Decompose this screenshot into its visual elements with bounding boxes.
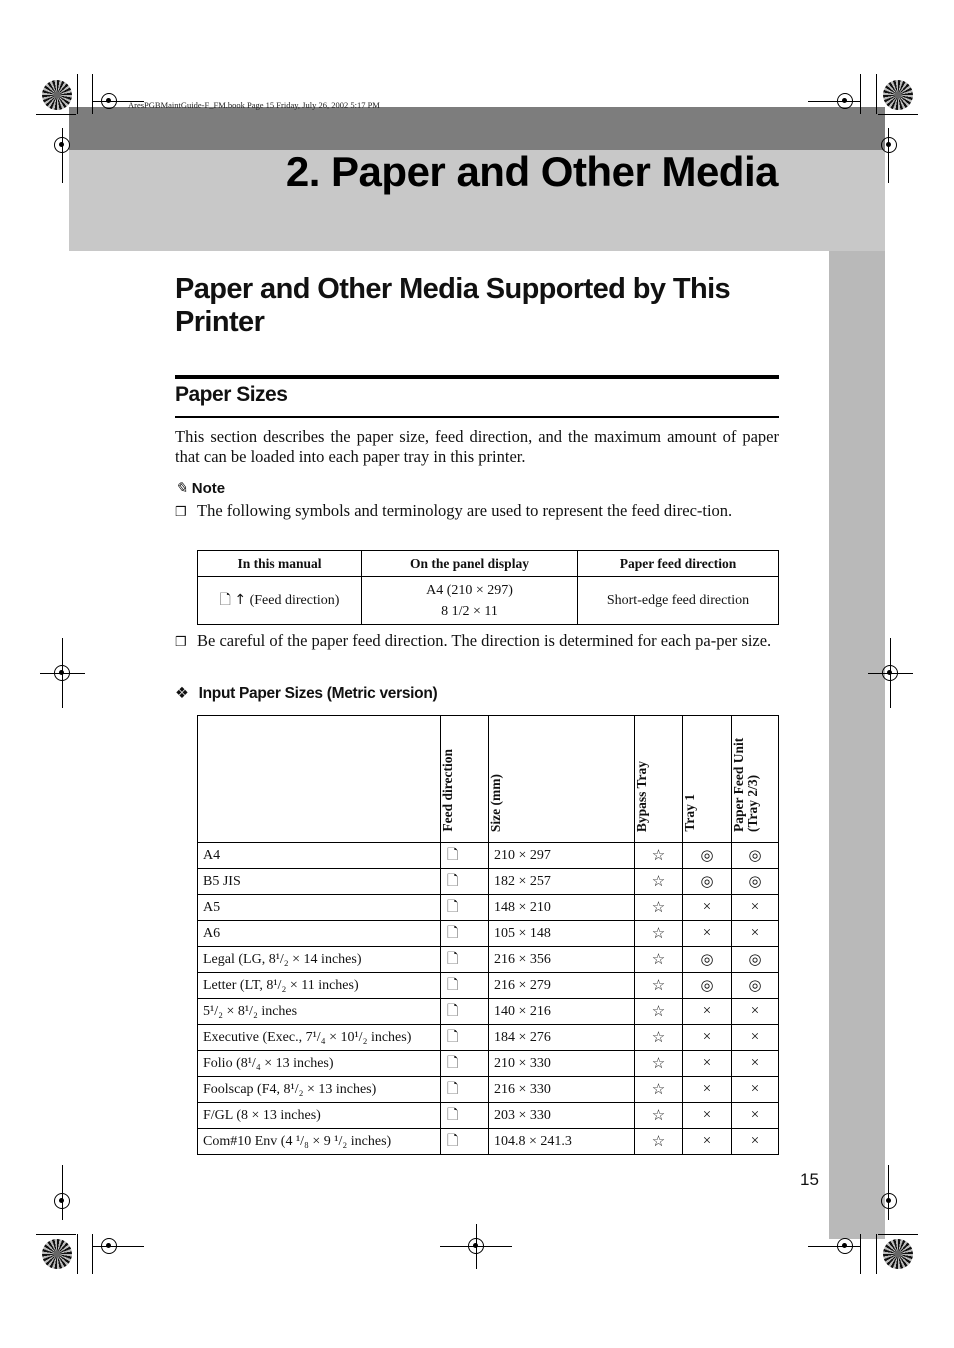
paper-portrait-icon: 🗋 <box>447 1002 459 1019</box>
feed-unit-cell: × <box>732 1129 779 1155</box>
symbol-table <box>197 550 779 625</box>
paper-name-cell: Folio (8¹/₄ × 13 inches) <box>198 1051 441 1077</box>
paper-portrait-icon: 🗋 <box>447 872 459 889</box>
table-row <box>198 843 779 869</box>
note-item <box>175 631 779 671</box>
note-label: Note <box>191 480 226 497</box>
tray1-cell: × <box>683 999 732 1025</box>
table-cell <box>362 577 578 625</box>
crop-mark <box>878 114 918 115</box>
paper-name-cell: Com#10 Env (4 ¹/₈ × 9 ¹/₂ inches) <box>198 1129 441 1155</box>
feed-direction-cell <box>441 999 489 1025</box>
crop-mark <box>77 74 78 114</box>
tray1-cell: × <box>683 1129 732 1155</box>
paper-size-cell: 216 × 330 <box>489 1077 635 1103</box>
bypass-tray-cell: ☆ <box>635 1025 683 1051</box>
paper-portrait-icon: 🗋 <box>447 976 459 993</box>
input-sizes-label: Input Paper Sizes (Metric version) <box>198 685 438 702</box>
tray1-cell: × <box>683 1051 732 1077</box>
registration-mark-icon <box>837 93 853 109</box>
bypass-tray-cell: ☆ <box>635 1051 683 1077</box>
feed-unit-cell: ◎ <box>732 869 779 895</box>
color-target-icon <box>883 80 913 110</box>
paper-portrait-icon: 🗋 <box>447 950 459 967</box>
tray1-cell: × <box>683 921 732 947</box>
paper-size-table <box>197 715 779 1155</box>
tray1-cell: ◎ <box>683 843 732 869</box>
paper-portrait-icon: 🗋 <box>447 1106 459 1123</box>
paper-portrait-icon: 🗋 <box>447 1028 459 1045</box>
note-heading <box>175 479 225 497</box>
bypass-tray-cell: ☆ <box>635 999 683 1025</box>
registration-mark-icon <box>101 93 117 109</box>
panel-text-line: 8 1/2 × 11 <box>441 603 498 619</box>
bypass-tray-cell: ☆ <box>635 1077 683 1103</box>
table-row <box>198 1051 779 1077</box>
header-text: Size (mm) <box>488 773 503 832</box>
paper-name-cell: Executive (Exec., 7¹/₄ × 10¹/₂ inches) <box>198 1025 441 1051</box>
paper-name-cell: B5 JIS <box>198 869 441 895</box>
tray1-cell: × <box>683 895 732 921</box>
paper-portrait-icon: 🗋 <box>219 592 231 608</box>
crop-mark <box>876 74 877 114</box>
arrow-up-icon: ↑ <box>234 592 247 608</box>
paper-size-cell: 182 × 257 <box>489 869 635 895</box>
paper-name-cell: A6 <box>198 921 441 947</box>
table-row <box>198 999 779 1025</box>
table-row <box>198 895 779 921</box>
side-tab-band <box>829 251 885 1239</box>
checkbox-bullet-icon: ❒ <box>175 504 187 519</box>
bypass-tray-cell: ☆ <box>635 843 683 869</box>
paper-size-cell: 203 × 330 <box>489 1103 635 1129</box>
feed-direction-cell <box>441 1103 489 1129</box>
panel-text-line: A4 (210 × 297) <box>426 582 513 598</box>
table-header: In this manual <box>198 551 362 577</box>
feed-unit-cell: ◎ <box>732 973 779 999</box>
crop-mark <box>860 1234 861 1274</box>
paper-name-cell: 5¹/₂ × 8¹/₂ inches <box>198 999 441 1025</box>
registration-mark-icon <box>881 1193 897 1209</box>
paper-size-cell: 104.8 × 241.3 <box>489 1129 635 1155</box>
bypass-tray-cell: ☆ <box>635 1129 683 1155</box>
table-header <box>732 716 779 843</box>
paper-name-cell: Letter (LT, 8¹/₂ × 11 inches) <box>198 973 441 999</box>
paper-size-cell: 105 × 148 <box>489 921 635 947</box>
table-header <box>683 716 732 843</box>
table-header: Paper feed direction <box>578 551 779 577</box>
heading-rule-top <box>175 375 779 379</box>
tray1-cell: × <box>683 1077 732 1103</box>
tray1-cell: × <box>683 1103 732 1129</box>
feed-direction-cell <box>441 973 489 999</box>
feed-unit-cell: ◎ <box>732 947 779 973</box>
registration-mark-icon <box>881 137 897 153</box>
table-row <box>198 973 779 999</box>
feed-direction-cell <box>441 895 489 921</box>
paper-size-cell: 184 × 276 <box>489 1025 635 1051</box>
crop-mark <box>36 1234 76 1235</box>
intro-paragraph: This section describes the paper size, feed direction, and the maximum amount of paper that can be loaded into each paper tray in this printer. <box>175 427 779 466</box>
paper-portrait-icon: 🗋 <box>447 1132 459 1149</box>
paper-portrait-icon: 🗋 <box>447 898 459 915</box>
header-text: Paper Feed Unit (Tray 2/3) <box>731 737 760 832</box>
paper-portrait-icon: 🗋 <box>447 924 459 941</box>
note-item-text: The following symbols and terminology are used to represent the feed direc-tion. <box>197 501 733 520</box>
note-item-text: Be careful of the paper feed direction. The direction is determined for each pa-per size. <box>197 631 772 650</box>
paper-name-cell: Foolscap (F4, 8¹/₂ × 13 inches) <box>198 1077 441 1103</box>
tray1-cell: ◎ <box>683 973 732 999</box>
header-text: Feed direction <box>440 749 455 832</box>
header-band-dark <box>69 107 885 150</box>
registration-mark-icon <box>837 1238 853 1254</box>
registration-mark-icon <box>468 1238 484 1254</box>
paper-name-cell: A4 <box>198 843 441 869</box>
crop-mark <box>92 1234 93 1274</box>
table-row <box>198 921 779 947</box>
feed-unit-cell: × <box>732 999 779 1025</box>
color-target-icon <box>883 1239 913 1269</box>
chapter-title: 2. Paper and Other Media <box>285 148 778 195</box>
color-target-icon <box>42 1239 72 1269</box>
header-text: Bypass Tray <box>634 760 649 832</box>
pencil-icon: ✎ <box>175 480 188 497</box>
crop-mark <box>878 1234 918 1235</box>
diamond-bullet-icon: ❖ <box>175 684 189 702</box>
print-header-line: AresPGBMaintGuide-F_FM.book Page 15 Friday, July 26, 2002 5:17 PM <box>128 100 380 110</box>
feed-direction-cell <box>441 1077 489 1103</box>
paper-portrait-icon: 🗋 <box>447 1054 459 1071</box>
feed-direction-label: (Feed direction) <box>249 593 340 608</box>
crop-mark <box>36 114 76 115</box>
tray1-cell: × <box>683 1025 732 1051</box>
feed-unit-cell: × <box>732 1077 779 1103</box>
tray1-cell: ◎ <box>683 947 732 973</box>
crop-mark <box>860 74 861 114</box>
paper-portrait-icon: 🗋 <box>447 846 459 863</box>
table-row <box>198 869 779 895</box>
feed-direction-cell <box>441 921 489 947</box>
note-item <box>175 501 779 541</box>
registration-mark-icon <box>54 1193 70 1209</box>
feed-unit-cell: × <box>732 895 779 921</box>
subsection-title: Paper Sizes <box>175 383 288 406</box>
table-header-blank <box>198 716 441 843</box>
bypass-tray-cell: ☆ <box>635 895 683 921</box>
feed-direction-cell <box>441 869 489 895</box>
paper-size-cell: 210 × 330 <box>489 1051 635 1077</box>
tray1-cell: ◎ <box>683 869 732 895</box>
feed-direction-cell <box>441 1051 489 1077</box>
registration-mark-icon <box>54 137 70 153</box>
registration-mark-icon <box>101 1238 117 1254</box>
feed-direction-cell <box>441 947 489 973</box>
table-row <box>198 1129 779 1155</box>
section-title: Paper and Other Media Supported by This Printer <box>175 273 731 338</box>
table-header: On the panel display <box>362 551 578 577</box>
bypass-tray-cell: ☆ <box>635 947 683 973</box>
paper-size-cell: 216 × 356 <box>489 947 635 973</box>
crop-mark <box>92 1246 144 1247</box>
paper-size-cell: 216 × 279 <box>489 973 635 999</box>
paper-size-cell: 140 × 216 <box>489 999 635 1025</box>
crop-mark <box>92 74 93 114</box>
table-header <box>635 716 683 843</box>
feed-direction-cell <box>441 843 489 869</box>
feed-direction-cell <box>441 1025 489 1051</box>
feed-unit-cell: × <box>732 921 779 947</box>
feed-direction-cell <box>441 1129 489 1155</box>
registration-mark-icon <box>54 665 70 681</box>
paper-name-cell: A5 <box>198 895 441 921</box>
feed-unit-cell: × <box>732 1051 779 1077</box>
table-cell: Short-edge feed direction <box>578 577 779 625</box>
paper-size-cell: 210 × 297 <box>489 843 635 869</box>
table-header <box>489 716 635 843</box>
paper-name-cell: F/GL (8 × 13 inches) <box>198 1103 441 1129</box>
table-row <box>198 1103 779 1129</box>
paper-size-cell: 148 × 210 <box>489 895 635 921</box>
color-target-icon <box>42 80 72 110</box>
bypass-tray-cell: ☆ <box>635 1103 683 1129</box>
checkbox-bullet-icon: ❒ <box>175 634 187 649</box>
registration-mark-icon <box>882 665 898 681</box>
bypass-tray-cell: ☆ <box>635 869 683 895</box>
table-row <box>198 947 779 973</box>
header-text: Tray 1 <box>682 794 697 832</box>
input-sizes-heading <box>175 684 437 703</box>
table-row <box>198 1025 779 1051</box>
feed-unit-cell: ◎ <box>732 843 779 869</box>
page-number: 15 <box>800 1170 819 1189</box>
bypass-tray-cell: ☆ <box>635 921 683 947</box>
table-row <box>198 1077 779 1103</box>
paper-name-cell: Legal (LG, 8¹/₂ × 14 inches) <box>198 947 441 973</box>
table-cell <box>198 577 362 625</box>
bypass-tray-cell: ☆ <box>635 973 683 999</box>
crop-mark <box>876 1234 877 1274</box>
crop-mark <box>77 1234 78 1274</box>
paper-portrait-icon: 🗋 <box>447 1080 459 1097</box>
table-header <box>441 716 489 843</box>
feed-unit-cell: × <box>732 1103 779 1129</box>
feed-unit-cell: × <box>732 1025 779 1051</box>
heading-rule-bottom <box>175 416 779 418</box>
